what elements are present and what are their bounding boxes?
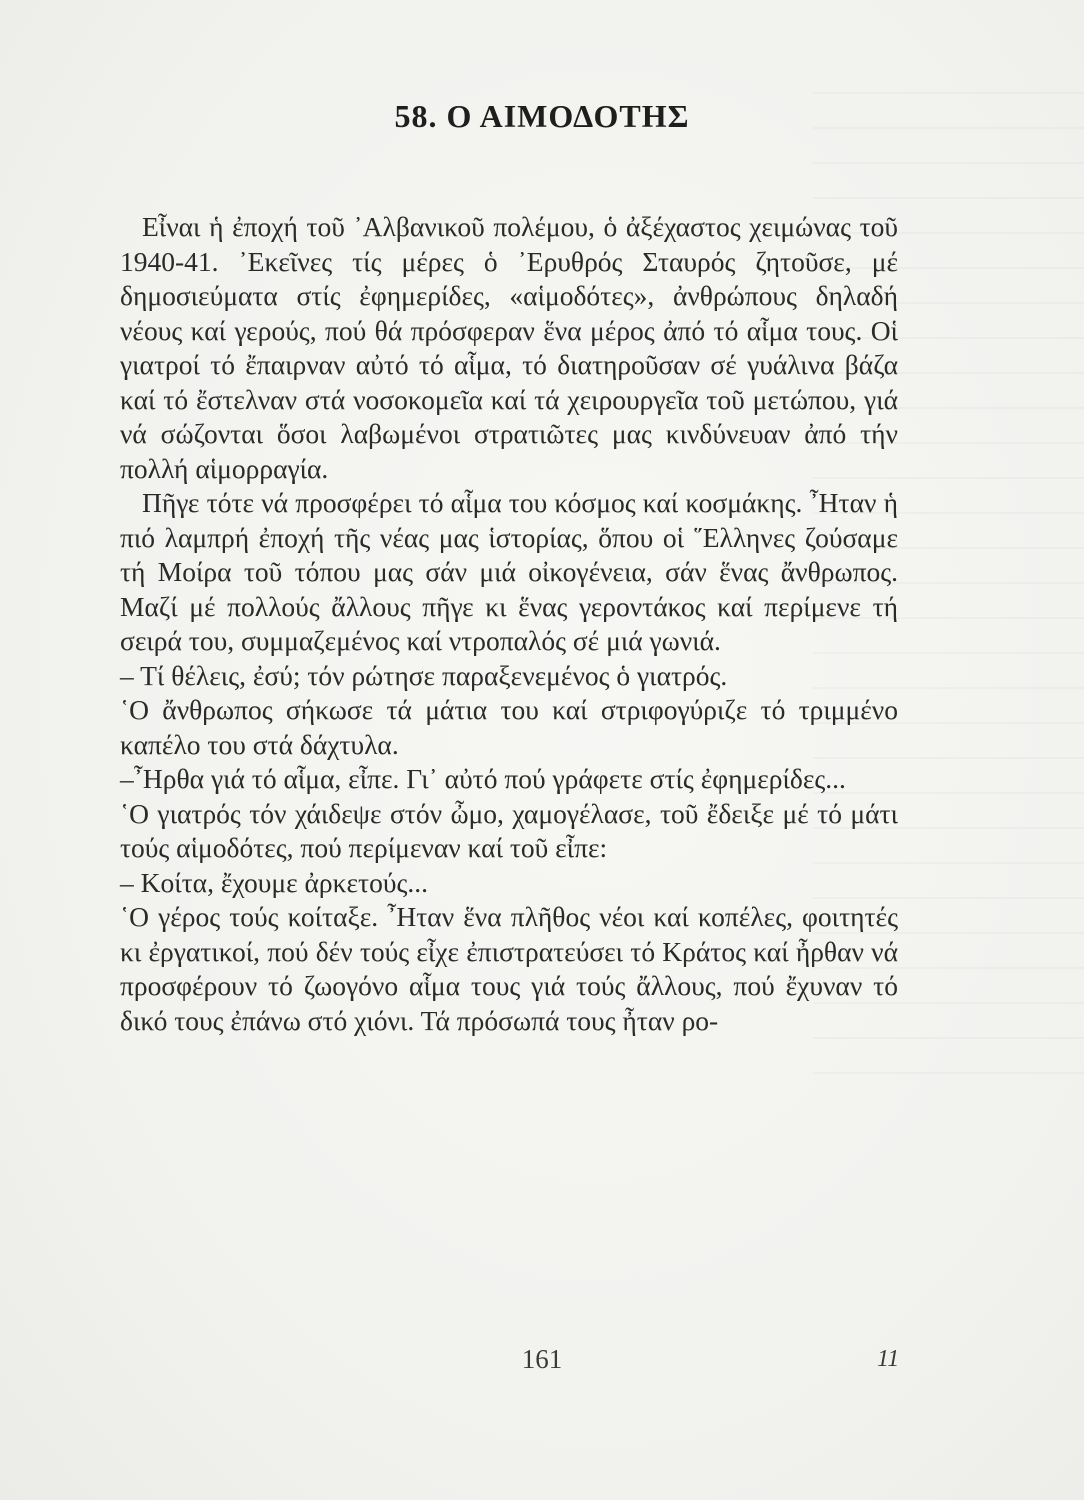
dialogue-doctor-reply: – Κοίτα, ἔχουμε ἀρκετούς... [120, 866, 428, 898]
paragraph-volunteers: Πῆγε τότε νά προσφέρει τό αἷμα του κόσμος καί κοσμάκης. ῏Ηταν ἡ πιό λαμπρή ἐποχή τῆς νέας μας ἱστορίας, ὅπου οἱ ῞Ελληνες ζούσαμε τή Μοίρα τοῦ τόπου μας σάν μιά οἰκογένεια, σάν ἕνας ἄνθρωπος. Μαζί μέ πολλούς ἄλλους πῆγε κι ἕνας γεροντάκος καί περίμενε τή σειρά του, συμμαζεμένος καί ντροπαλός σέ μιά γωνιά. [120, 487, 898, 656]
dialogue-doctor-question: – Τί θέλεις, ἐσύ; τόν ρώτησε παραξενεμένος ὁ γιατρός. [120, 659, 728, 691]
paragraph-intro: Εἶναι ἡ ἐποχή τοῦ ᾿Αλβανικοῦ πολέμου, ὁ ἀξέχαστος χειμώνας τοῦ 1940-41. ᾿Εκεῖνες τίς μέρες ὁ ᾿Ερυθρός Σταυρός ζητοῦσε, μέ δημοσιεύματα στίς ἐφημερίδες, «αἱμοδότες», ἀνθρώπους δηλαδή νέους καί γερούς, πού θά πρόσφεραν ἕνα μέρος ἀπό τό αἷμα τους. Οἱ γιατροί τό ἔπαιρναν αὐτό τό αἷμα, τό διατηροῦσαν σέ γυάλινα βάζα καί τό ἔστελναν στά νοσοκομεῖα καί τά χειρουργεῖα τοῦ μετώπου, γιά νά σώζονται ὅσοι λαβωμένοι στρατιῶτες μας κινδύνευαν ἀπό τήν πολλή αἱμορραγία. [120, 211, 898, 484]
signature-mark: 11 [877, 1346, 900, 1372]
paragraph-doctor-gesture: ῾Ο γιατρός τόν χάιδεψε στόν ὦμο, χαμογέλασε, τοῦ ἔδειξε μέ τό μάτι τούς αἱμοδότες, πού περίμεναν καί τοῦ εἶπε: [120, 797, 898, 863]
paragraph-old-man-reaction: ῾Ο ἄνθρωπος σήκωσε τά μάτια του καί στριφογύριζε τό τριμμένο καπέλο του στά δάχτυλα. [120, 694, 898, 760]
page-number: 161 [521, 1344, 563, 1374]
dialogue-old-man-answer: –῏Ηρθα γιά τό αἷμα, εἶπε. Γι᾿ αὐτό πού γράφετε στίς ἐφημερίδες... [120, 763, 846, 794]
paragraph-crowd: ῾Ο γέρος τούς κοίταξε. ῏Ηταν ἕνα πλῆθος νέοι καί κοπέλες, φοιτητές κι ἐργατικοί, πού δέν τούς εἶχε ἐπιστρατεύσει τό Κράτος καί ἦρθαν νά προσφέρουν τό ζωογόνο αἷμα τους γιά τούς ἄλλους, πού ἔχυναν τό δικό τους ἐπάνω στό χιόνι. Τά πρόσωπά τους ἦταν ρο- [120, 901, 898, 1036]
chapter-body [120, 210, 898, 1038]
chapter-title: 58. Ο ΑΙΜΟΔΟΤΗΣ [394, 98, 690, 134]
